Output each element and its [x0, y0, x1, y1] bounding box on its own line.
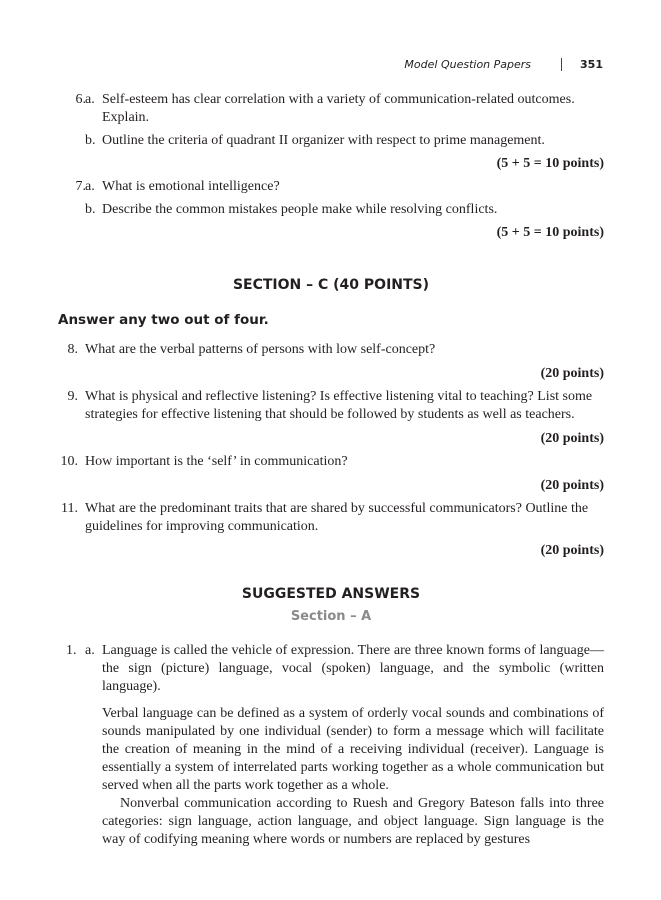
part-letter: b. [85, 133, 96, 148]
question-text: What is physical and reflective listening? Is effective listening vital to teaching? List some strategies for effective listening that should be followed by students as well as teachers. [85, 389, 593, 422]
answer-letter: a. [85, 643, 95, 658]
question-part [58, 91, 604, 127]
running-header [404, 58, 603, 71]
page-content [58, 91, 604, 849]
question-text-block [58, 500, 604, 536]
question-number: 7. [75, 179, 86, 194]
points-label: (5 + 5 = 10 points) [496, 225, 604, 240]
question-text-block [58, 388, 604, 424]
question-7 [58, 178, 604, 242]
answer-number: 1. [66, 643, 77, 658]
answer-paragraph-2: Verbal language can be defined as a system of orderly vocal sounds and combinations of sounds manipulated by one individual (sender) to form a message which will facilitate the creation of meaning in the mind of a receiving individual (receiver). Language is essentially a system of interrelated parts working together as a whole communication but served when all the parts work together as a whole. [102, 706, 604, 793]
question-text-block [58, 453, 604, 471]
question-number: 9. [67, 389, 78, 404]
part-letter: a. [85, 179, 95, 194]
part-text: Describe the common mistakes people make while resolving conflicts. [102, 202, 498, 217]
question-11 [58, 500, 604, 560]
part-letter: a. [85, 92, 95, 107]
answer-1a [58, 642, 604, 696]
question-number: 10. [60, 454, 78, 469]
points-label: (5 + 5 = 10 points) [496, 156, 604, 171]
answer-paragraph-1: Language is called the vehicle of expression. There are three known forms of language—the sign (picture) language, vocal (spoken) language, and the symbolic (written language). [102, 643, 604, 694]
question-text: What are the predominant traits that are shared by successful communicators? Outline the guidelines for improving communication. [85, 501, 589, 534]
question-9 [58, 388, 604, 448]
question-number: 8. [67, 342, 78, 357]
question-10 [58, 453, 604, 495]
question-number: 6. [75, 92, 86, 107]
question-text-block [58, 341, 604, 359]
question-part [58, 201, 604, 219]
header-divider [561, 58, 562, 71]
book-title: Model Question Papers [404, 58, 532, 71]
question-part [58, 132, 604, 150]
answers-subheading: Section – A [290, 609, 372, 624]
points-label: (20 points) [540, 478, 604, 493]
question-8 [58, 341, 604, 383]
question-text: What are the verbal patterns of persons with low self-concept? [85, 342, 436, 357]
part-text: Self-esteem has clear correlation with a variety of communication-related outcomes. Explain. [102, 92, 575, 125]
part-text: Outline the criteria of quadrant II organizer with respect to prime management. [102, 133, 545, 148]
question-text: How important is the ‘self’ in communication? [85, 454, 348, 469]
points-label: (20 points) [540, 431, 604, 446]
answer-paragraph-3: Nonverbal communication according to Ruesh and Gregory Bateson falls into three categories: sign language, action language, and object language. Sign language is the way of codifying meaning where words or numbers are replaced by gestures [102, 796, 604, 847]
part-text: What is emotional intelligence? [102, 179, 280, 194]
page-number: 351 [580, 58, 603, 71]
part-letter: b. [85, 202, 96, 217]
question-number: 11. [61, 501, 78, 516]
points-label: (20 points) [540, 543, 604, 558]
answers-heading: SUGGESTED ANSWERS [241, 586, 421, 602]
question-6 [58, 91, 604, 173]
section-c-instruction: Answer any two out of four. [58, 312, 269, 328]
section-c-heading: SECTION – C (40 POINTS) [232, 277, 430, 293]
points-label: (20 points) [540, 366, 604, 381]
question-part [58, 178, 604, 196]
